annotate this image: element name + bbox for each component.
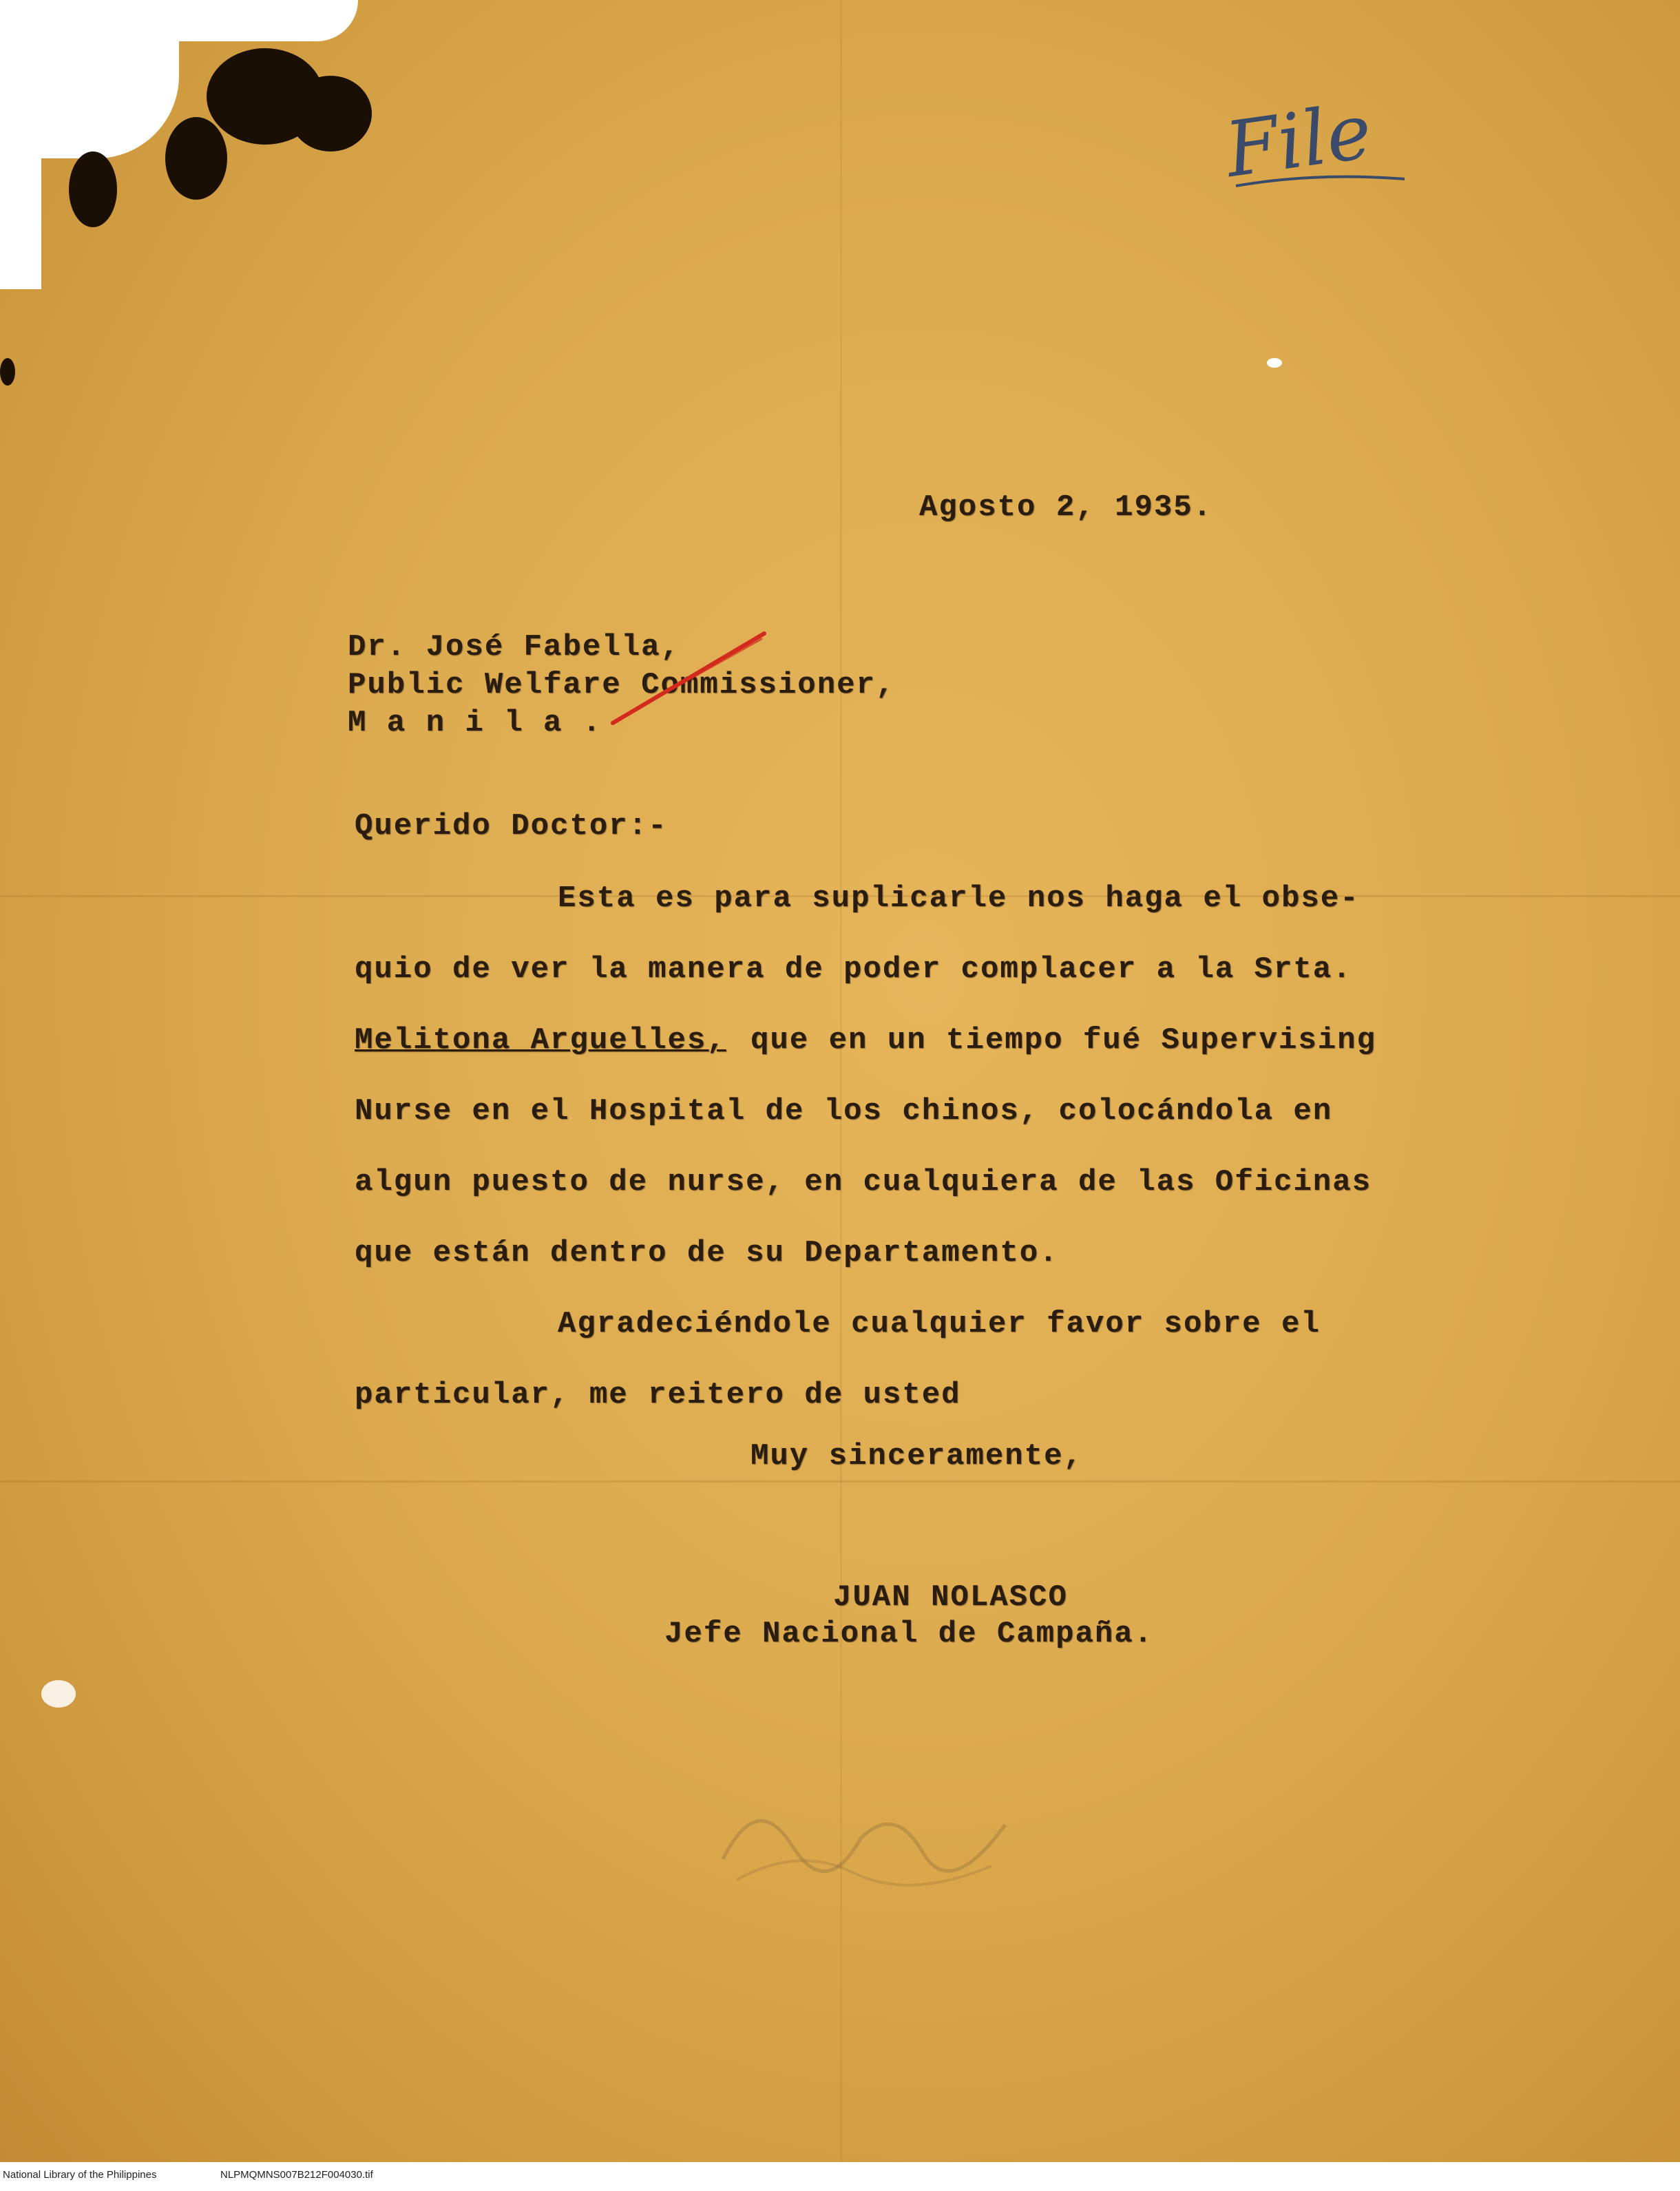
body-line: algun puesto de nurse, en cualquiera de las Oficinas: [355, 1165, 1372, 1199]
underlined-name: Melitona Arguelles,: [355, 1023, 726, 1058]
letter-date: Agosto 2, 1935.: [919, 490, 1213, 525]
red-pencil-mark: [606, 627, 771, 730]
burn-mark: [165, 117, 227, 200]
body-line: que en un tiempo fué Supervising: [750, 1023, 1376, 1058]
burn-mark: [289, 76, 372, 151]
body-line: particular, me reitero de usted: [355, 1378, 961, 1412]
signature-position: Jefe Nacional de Campaña.: [664, 1617, 1154, 1651]
body-line: Esta es para suplicarle nos haga el obse-: [558, 881, 1360, 916]
file-underline: [1232, 169, 1411, 196]
file-annotation: File: [1220, 86, 1377, 195]
burn-mark: [0, 358, 15, 386]
torn-edge: [0, 0, 358, 41]
recipient-city: M a n i l a .: [348, 706, 602, 740]
body-line: Nurse en el Hospital de los chinos, colocándola en: [355, 1094, 1333, 1129]
recipient-name: Dr. José Fabella,: [348, 630, 680, 664]
closing: Muy sinceramente,: [750, 1439, 1083, 1474]
recipient-title: Public Welfare Commissioner,: [348, 668, 896, 702]
footer-file-id: NLPMQMNS007B212F004030.tif: [220, 2169, 373, 2181]
paper-hole: [1267, 358, 1282, 368]
body-line: que están dentro de su Departamento.: [355, 1236, 1059, 1270]
burn-mark: [69, 151, 117, 227]
salutation: Querido Doctor:-: [355, 809, 668, 843]
torn-edge: [0, 138, 41, 289]
body-line: quio de ver la manera de poder complacer a la Srta.: [355, 952, 1352, 987]
footer-library: National Library of the Philippines: [3, 2169, 157, 2181]
body-line: Agradeciéndole cualquier favor sobre el: [558, 1307, 1321, 1341]
signature-name: JUAN NOLASCO: [833, 1580, 1068, 1615]
faint-pencil-scribble: [716, 1763, 1019, 1900]
paper-hole: [41, 1680, 76, 1708]
